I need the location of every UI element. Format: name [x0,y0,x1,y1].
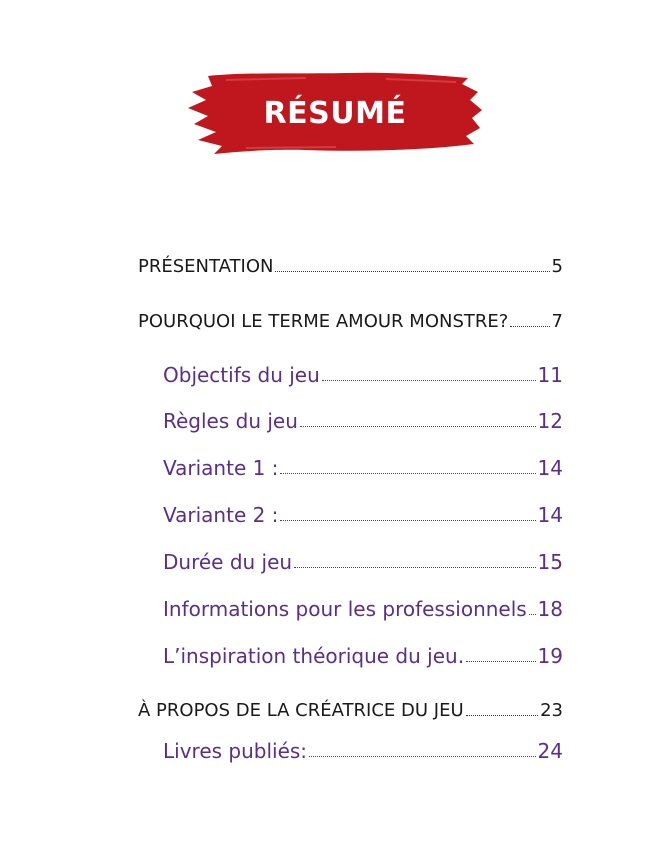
toc-entry-page: 7 [551,311,563,332]
toc-entry-page: 18 [537,597,563,621]
toc-entry-variante-1[interactable] [163,456,563,480]
toc-entry-informations[interactable] [163,597,563,621]
toc-entry-page: 24 [537,739,563,763]
toc-entry-duree[interactable] [163,550,563,574]
dot-leader [309,755,536,757]
toc-entry-page: 23 [540,700,563,721]
toc-entry-label: Règles du jeu [163,409,298,433]
toc-entry-label: PRÉSENTATION [138,256,274,277]
page-title: RÉSUMÉ [263,95,407,131]
toc-entry-label: Livres publiés: [163,739,308,763]
toc-entry-label: Variante 1 : [163,456,279,480]
dot-leader [300,425,536,427]
toc-entry-label: Durée du jeu [163,550,293,574]
toc-entry-variante-2[interactable] [163,503,563,527]
toc-entry-label: POURQUOI LE TERME AMOUR MONSTRE? [138,311,509,332]
dot-leader [275,270,549,272]
toc-entry-a-propos[interactable] [138,700,563,721]
toc-entry-page: 14 [537,456,563,480]
dot-leader [466,714,538,716]
dot-leader [280,472,535,474]
toc-entry-label: Objectifs du jeu [163,363,320,387]
dot-leader [466,660,536,662]
toc-entry-regles[interactable] [163,409,563,433]
dot-leader [510,325,549,327]
toc-entry-label: À PROPOS DE LA CRÉATRICE DU JEU [138,700,464,721]
toc-entry-page: 19 [537,644,563,668]
dot-leader [529,613,536,615]
toc-entry-label: Informations pour les professionnels [163,597,527,621]
toc-entry-page: 14 [537,503,563,527]
toc-entry-livres[interactable] [163,739,563,763]
toc-entry-pourquoi[interactable] [138,311,563,332]
toc-entry-page: 15 [537,550,563,574]
toc-entry-label: Variante 2 : [163,503,279,527]
dot-leader [294,566,535,568]
toc-entry-label: L’inspiration théorique du jeu. [163,644,465,668]
toc-entry-inspiration[interactable] [163,644,563,668]
toc-entry-presentation[interactable] [138,256,563,277]
dot-leader [280,519,535,521]
toc-entry-page: 5 [551,256,563,277]
toc-entry-page: 12 [537,409,563,433]
toc-entry-objectifs[interactable] [163,363,563,387]
dot-leader [322,379,536,381]
toc-entry-page: 11 [537,363,563,387]
